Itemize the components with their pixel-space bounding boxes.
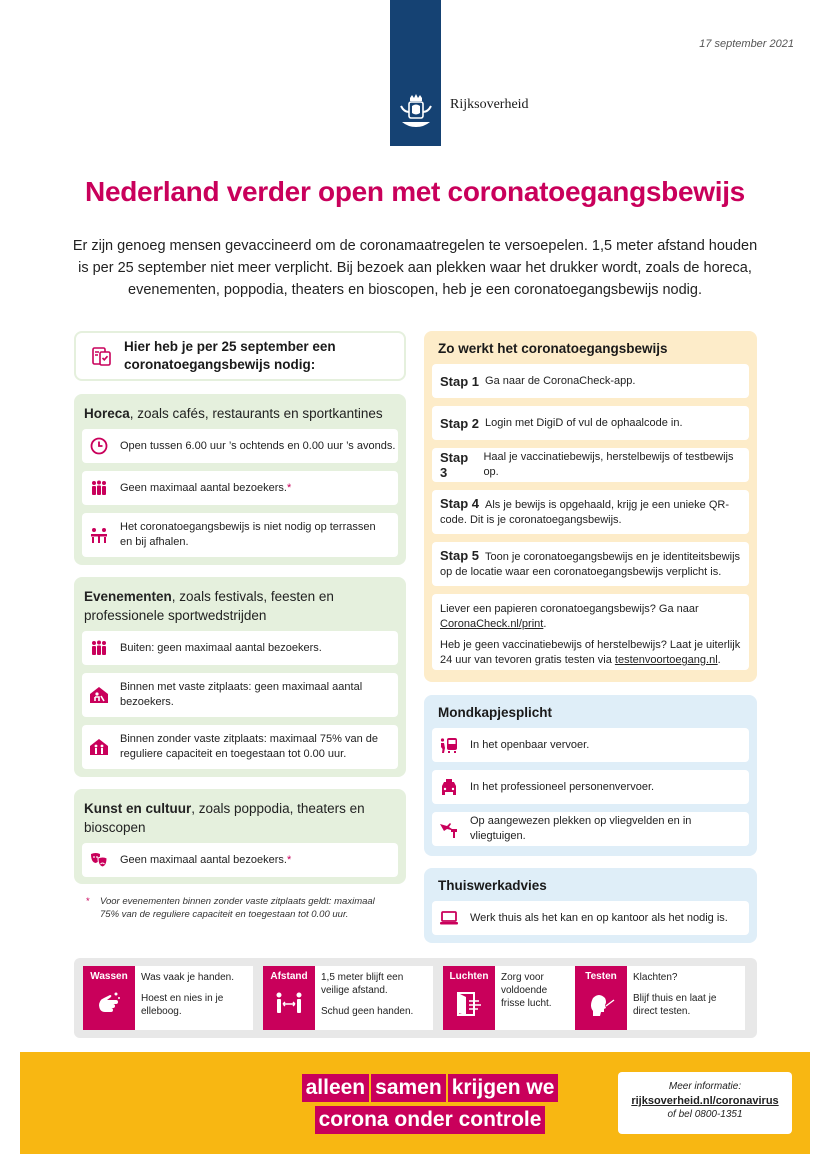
mondkapje-heading: Mondkapjesplicht xyxy=(438,705,553,720)
intro-text: Er zijn genoeg mensen gevaccineerd om de coronamaatregelen te versoepelen. 1,5 meter afstand houden is per 25 september niet meer verplicht. Bij bezoek aan plekken waar het drukker wordt, zoals de horeca, evenementen, poppodia, theaters en bioscopen, heb je een coronatoegangsbewijs nodig. xyxy=(72,238,758,298)
hygiene-strip xyxy=(74,958,757,1038)
slogan: alleen samen krijgen we corona onder controle xyxy=(290,1072,570,1136)
howto-heading: Zo werkt het coronatoegangsbewijs xyxy=(438,341,668,356)
hygiene-card-wassen: Wassen Was vaak je handen. Hoest en nies in je elleboog. xyxy=(83,966,253,1030)
howto-panel xyxy=(424,331,757,682)
list-item: Binnen met vaste zitplaats: geen maximaal aantal bezoekers. xyxy=(82,673,398,717)
step-item: Stap 1 Ga naar de CoronaCheck-app. xyxy=(432,364,749,398)
hand-wash-icon xyxy=(95,990,123,1018)
list-item: Werk thuis als het kan en op kantoor als het nodig is. xyxy=(432,901,749,935)
indoor-seated-icon xyxy=(88,684,110,706)
crown-lion-emblem-icon xyxy=(396,92,436,132)
clock-icon xyxy=(88,435,110,457)
evenementen-panel xyxy=(74,577,406,777)
more-info-box: Meer informatie: rijksoverheid.nl/coronavirus of bel 0800-1351 xyxy=(618,1072,792,1134)
rijksoverheid-link[interactable]: rijksoverheid.nl/coronavirus xyxy=(631,1095,779,1107)
logo-text: Rijksoverheid xyxy=(450,97,529,112)
list-item: Op aangewezen plekken op vliegvelden en in vliegtuigen. xyxy=(432,812,749,846)
thuiswerk-heading: Thuiswerkadvies xyxy=(438,878,547,893)
airport-icon xyxy=(438,818,460,840)
list-item: Binnen zonder vaste zitplaats: maximaal 75% van de reguliere capaciteit en toegestaan tot 0.00 uur. xyxy=(82,725,398,769)
footer-banner xyxy=(20,1052,810,1154)
theatre-masks-icon xyxy=(88,849,110,871)
step-item: Stap 2 Login met DigiD of vul de ophaalcode in. xyxy=(432,406,749,440)
list-item: Het coronatoegangsbewijs is niet nodig op terrassen en bij afhalen. xyxy=(82,513,398,557)
evenementen-heading: Evenementen, zoals festivals, feesten en professionele sportwedstrijden xyxy=(84,589,334,623)
hygiene-card-testen: Testen Klachten? Blijf thuis en laat je direct testen. xyxy=(575,966,745,1030)
thuiswerk-panel xyxy=(424,868,757,943)
train-icon xyxy=(438,734,460,756)
terrace-icon xyxy=(88,524,110,546)
list-item: In het professioneel personenvervoer. xyxy=(432,770,749,804)
window-air-icon xyxy=(455,990,483,1018)
footnote: * Voor evenementen binnen zonder vaste zitplaats geldt: maximaal 75% van de reguliere capaciteit en toegestaan tot 0.00 uur. xyxy=(86,896,375,920)
horeca-panel xyxy=(74,394,406,565)
list-item: In het openbaar vervoer. xyxy=(432,728,749,762)
distance-icon xyxy=(275,990,303,1018)
horeca-heading: Horeca, zoals cafés, restaurants en sportkantines xyxy=(84,406,383,421)
list-item: Geen maximaal aantal bezoekers.* xyxy=(82,843,398,877)
extra-info: Liever een papieren coronatoegangsbewijs? Ga naar CoronaCheck.nl/print. Heb je geen vaccinatiebewijs of herstelbewijs? Laat je uiterlijk 24 uur van tevoren gratis testen via testenvoortoegang.nl. xyxy=(432,594,749,670)
testenvoortoegang-link[interactable]: testenvoortoegang.nl xyxy=(614,654,718,666)
people-icon xyxy=(88,637,110,659)
phone-pass-icon xyxy=(90,344,114,368)
list-item: Geen maximaal aantal bezoekers.* xyxy=(82,471,398,505)
needed-heading: Hier heb je per 25 september een coronatoegangsbewijs nodig: xyxy=(124,339,336,372)
kunst-panel xyxy=(74,789,406,884)
test-swab-icon xyxy=(587,990,615,1018)
hygiene-card-luchten: Luchten Zorg voor voldoende frisse lucht. xyxy=(443,966,613,1030)
document-date: 17 september 2021 xyxy=(699,38,794,50)
people-icon xyxy=(88,477,110,499)
step-item: Stap 4 Als je bewijs is opgehaald, krijg je een unieke QR-code. Dit is je coronatoegangsbewijs. xyxy=(432,490,749,534)
kunst-heading: Kunst en cultuur, zoals poppodia, theaters en bioscopen xyxy=(84,801,365,835)
list-item: Buiten: geen maximaal aantal bezoekers. xyxy=(82,631,398,665)
step-item: Stap 5 Toon je coronatoegangsbewijs en je identiteitsbewijs op de locatie waar een coronatoegangsbewijs verplicht is. xyxy=(432,542,749,586)
step-item: Stap 3 Haal je vaccinatiebewijs, herstelbewijs of testbewijs op. xyxy=(432,448,749,482)
mondkapje-panel xyxy=(424,695,757,856)
needed-heading-box xyxy=(74,331,406,381)
coronacheck-print-link[interactable]: CoronaCheck.nl/print xyxy=(440,618,544,630)
hygiene-card-afstand: Afstand 1,5 meter blijft een veilige afstand. Schud geen handen. xyxy=(263,966,433,1030)
list-item: Open tussen 6.00 uur ’s ochtends en 0.00 uur ’s avonds. xyxy=(82,429,398,463)
laptop-icon xyxy=(438,907,460,929)
indoor-standing-icon xyxy=(88,736,110,758)
page-title: Nederland verder open met coronatoegangsbewijs xyxy=(85,176,745,207)
taxi-icon xyxy=(438,776,460,798)
